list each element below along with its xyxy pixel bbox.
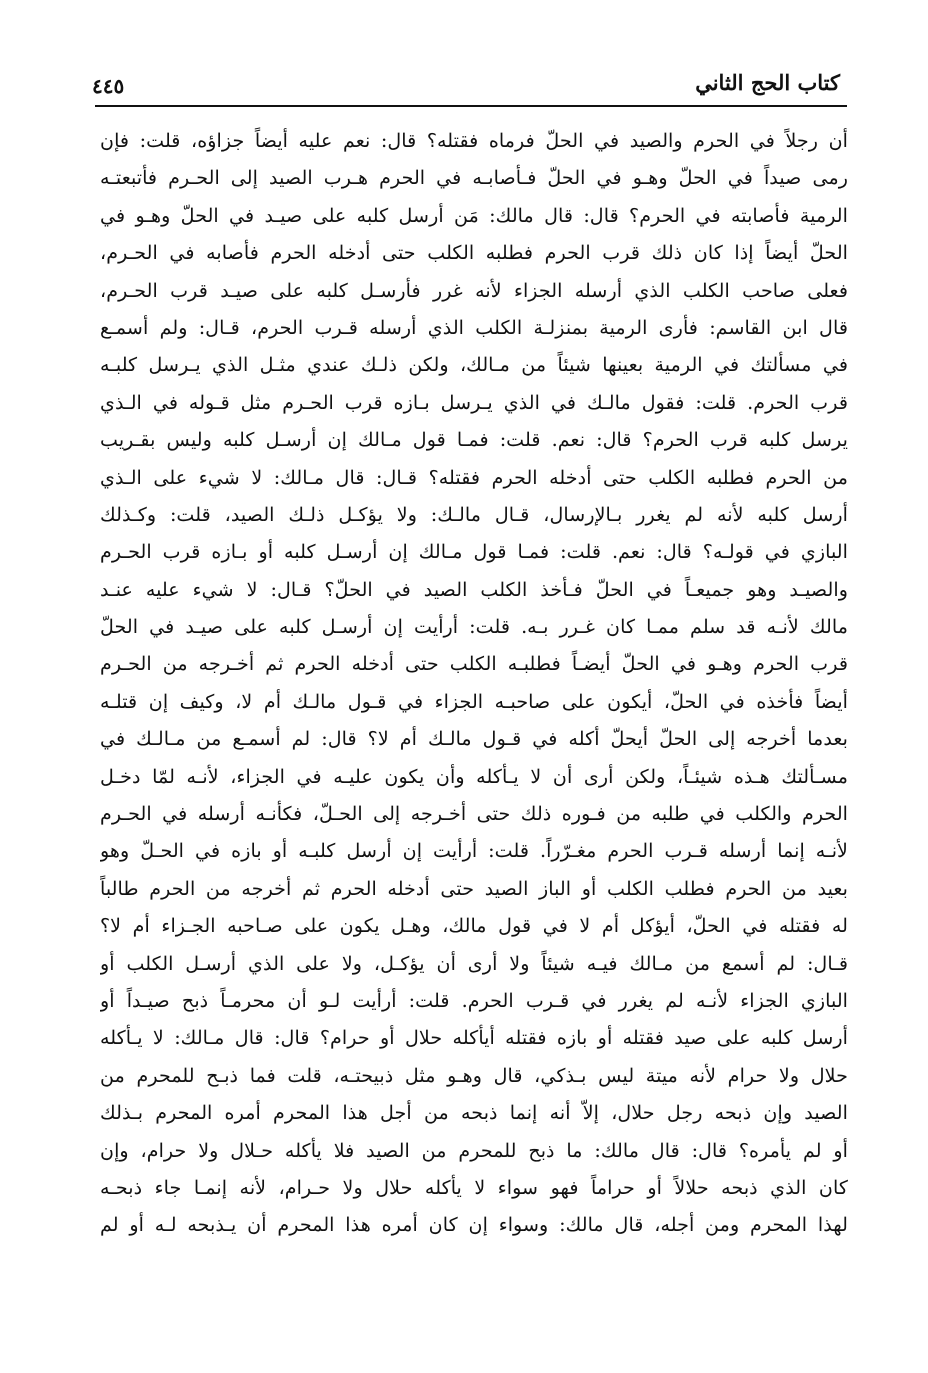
text-line: أيضاً فأخذه في الحلّ، أيكون على صاحبـه الجزاء في قـول مالـك أم لا، وكيف إن قتلـه [100,689,848,713]
text-line: البازي الجزاء لأنـه لم يغرر في قـرب الحرم. قلت: أرأيت لـو أن محرمـاً ذبح صيـداً أو [100,988,848,1012]
text-line: فعلى صاحب الكلب الذي أرسله الجزاء لأنه غرر فأرسـل كلبه على صيـد قرب الحـرم، [100,278,848,302]
text-line: مسـألتك هـذه شيئـاً، ولكن أرى أن لا يـأكله وأن يكون عليـه في الجزاء، لأنـه لمّا دخـل [100,764,848,788]
text-line: من الحرم فطلبه الكلب حتى أدخله الحرم فقتله؟ قـال: قال مـالك: لا شيء على الـذي [100,465,848,489]
text-line: أو لم يأمره؟ قال: قال مالك: ما ذبح للمحرم من الصيد فلا يأكله حـلال ولا حرام، وإن [100,1138,848,1162]
text-line: أن رجلاً في الحرم والصيد في الحلّ فرماه فقتله؟ قال: نعم عليه أيضاً جزاؤه، قلت: فإن [100,129,848,152]
text-line: الحلّ أيضاً إذا كان ذلك قرب الحرم فطلبه الكلب حتى أدخله الحرم فأصابه في الحـرم، [100,241,848,265]
text-line: والصيـد وهو جميعـاً في الحلّ فـأخذ الكلب الصيد في الحلّ؟ قـال: لا شيء عليه عنـد [100,577,848,601]
text-line: أرسل كلبه لأنه لم يغرر بـالإرسال، قـال مالـك: ولا يؤكـل ذلـك الصيد، قلت: وكـذلك [100,502,848,526]
text-line: بعيد من الحرم فطلب الكلب أو الباز الصيد حتى أدخله الحرم ثم أخرجه من الحرم طالباً [100,876,848,900]
page-number: ٤٤٥ [92,74,125,98]
body-text [100,122,848,1244]
text-line: الحرم والكلب في طلبه من فـوره ذلك حتى أخـرجه إلى الحـلّ، فكأنـه أرسله في الحـرم [100,802,848,826]
header-divider [95,105,847,107]
text-line: بعدما أخرجه إلى الحلّ أيحلّ أكله في قـول مالـك أم لا؟ قال: لم أسمـع من مـالـك في [100,727,848,751]
text-line: قـال: لم أسمع من مـالك فيـه شيئاً ولا أرى أن يؤكـل، ولا على الذي أرسـل الكلب أو [100,951,848,975]
text-line: رمى صيداً في الحلّ وهـو في الحلّ فـأصابـه في الحرم هـرب الصيد إلى الحـرم فأتبعتـه [100,166,848,190]
text-line: الرمية فأصابته في الحرم؟ قال: قال مالك: مَن أرسل كلبه على صيـد في الحلّ وهـو في [100,203,848,227]
running-title: كتاب الحج الثاني [695,70,840,95]
text-line: قرب الحرم. قلت: فقول مالـك في الذي يـرسل بـازه قرب الحـرم مثل قـوله في الـذي [100,390,848,414]
text-line: مالك لأنـه قد سلم ممـا كان غـرر بـه. قلت: أرأيت إن أرسـل كلبه على صيـد في الحلّ [100,615,848,639]
text-line: قرب الحرم وهـو في الحلّ أيضـاً فطلبـه الكلب حتى أدخله الحرم ثم أخـرجه من الحـرم [100,652,848,676]
text-line: لهذا المحرم ومن أجله، قال مالك: وسواء إن كان أمره هذا المحرم أن يـذبحه لـه أو لم [100,1213,848,1237]
text-line: الصيد وإن ذبحه رجل حلال، إلاّ أنه إنما ذبحه من أجل هذا المحرم أمره المحرم بـذلك [100,1101,848,1125]
text-line: قال ابن القاسم: فأرى الرمية بمنزلـة الكلب الذي أرسله قـرب الحرم، قـال: ولم أسمـع [100,315,848,339]
text-line: حلال ولا حرام لأنه ميتة ليس بـذكي، قال وهـو مثل ذبيحتـه، قلت فما ذبـح للمحرم من [100,1063,848,1087]
text-line: لأنـه إنما أرسله قـرب الحرم مغـرّراً. قلت: أرأيت إن أرسل كلبـه أو بازه في الحـلّ وهو [100,839,848,863]
text-line: في مسألتك في الرمية بعينها شيئاً من مـالك، ولكن ذلـك عندي مثـل الذي يـرسل كلبـه [100,353,848,377]
text-line: أرسل كلبه على صيد فقتله أو بازه فقتله أيأكله حلال أو حرام؟ قال: قال مـالك: لا يـأكله [100,1026,848,1050]
text-line: له فقتله في الحلّ، أيؤكل أم لا في قول مالك، وهـل يكون على صـاحبه الجـزاء أم لا؟ [100,914,848,938]
text-line: يرسل كلبه قرب الحرم؟ قال: نعم. قلت: فمـا قول مـالك إن أرسـل كلبه وليس بقـريب [100,428,848,452]
text-line: البازي في قولـه؟ قال: نعم. قلت: فمـا قول مـالك إن أرسـل كلبه أو بـازه قرب الحـرم [100,540,848,564]
text-line: كان الذي ذبحه حلالاً أو حراماً فهو سواء لا يأكله حلال ولا حـرام، لأنه إنمـا جاء ذبحـه [100,1175,848,1199]
